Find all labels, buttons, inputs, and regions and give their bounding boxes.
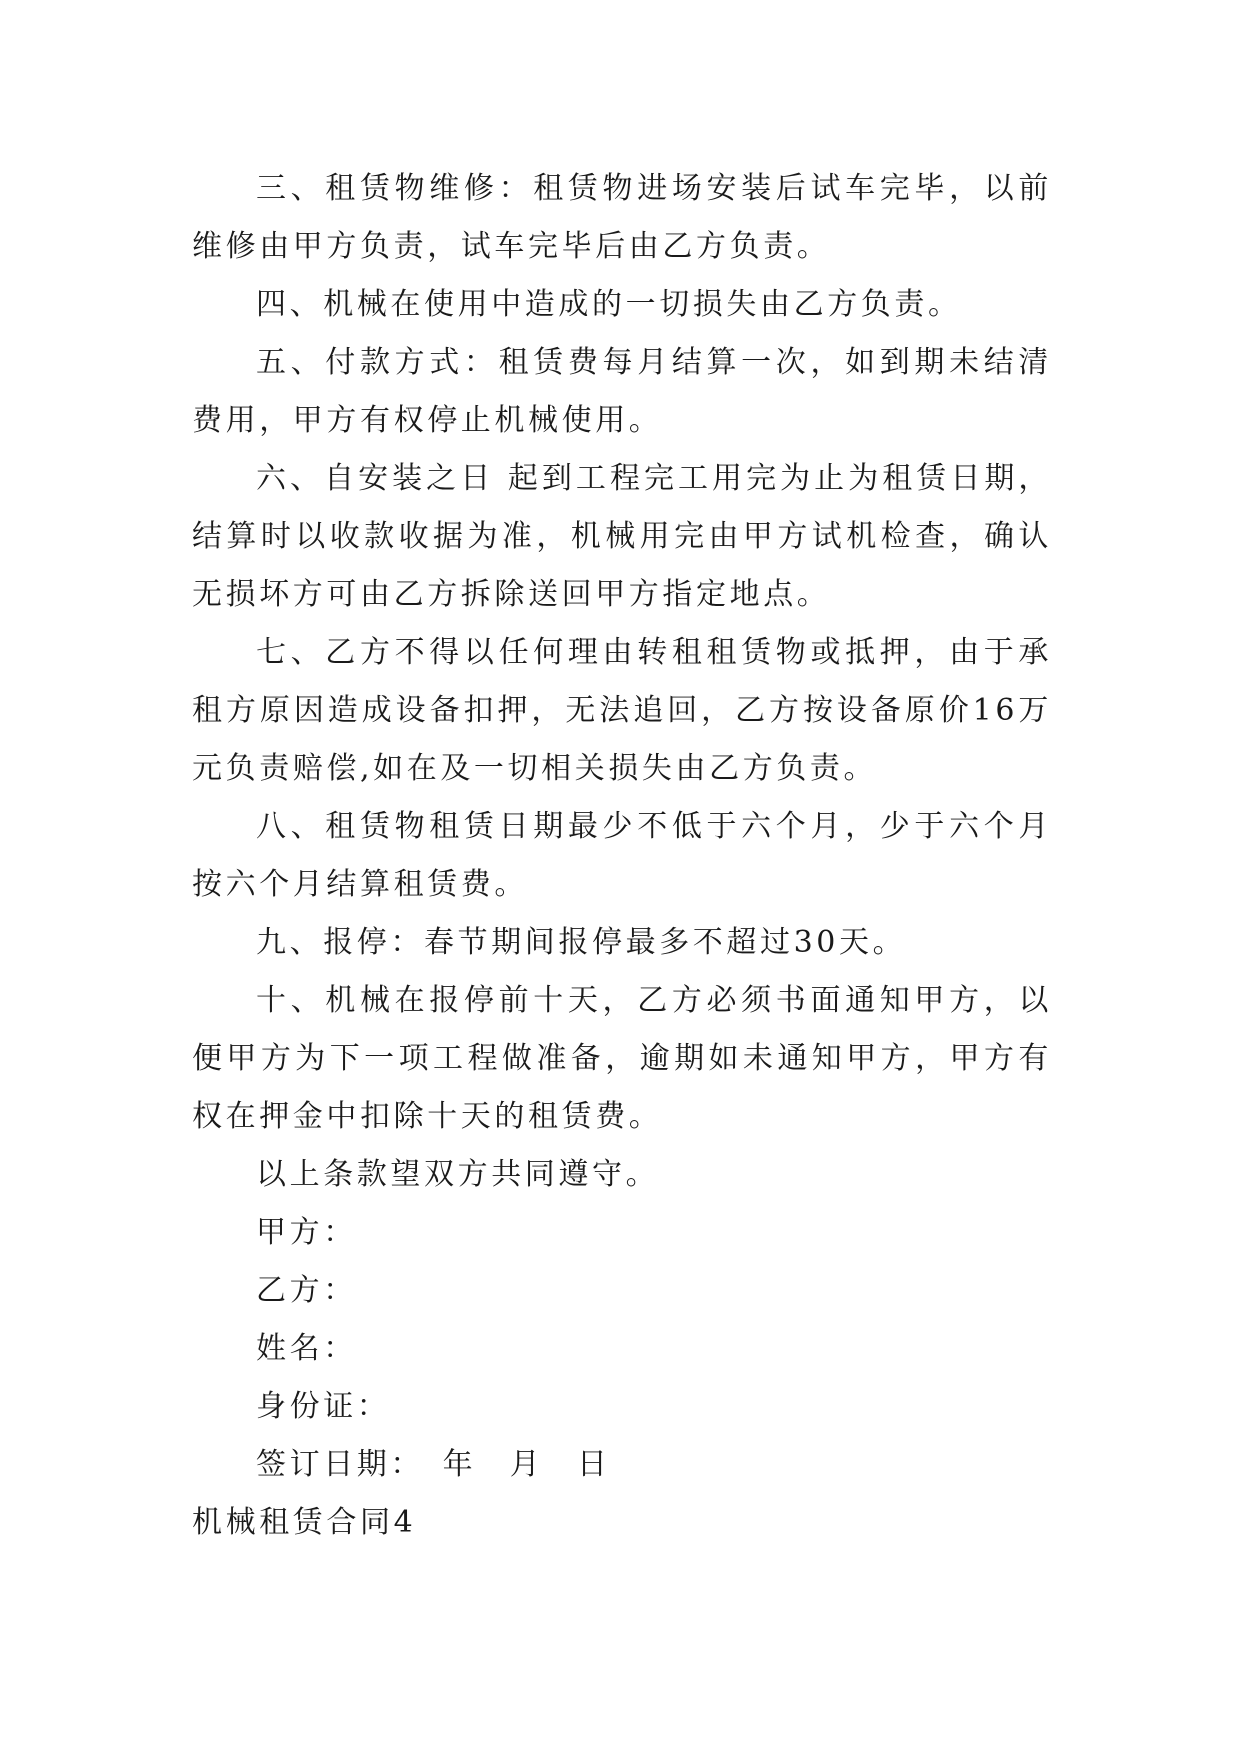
clause-8-minimum-term: 八、租赁物租赁日期最少不低于六个月，少于六个月按六个月结算租赁费。 [192, 809, 1052, 902]
signature-id-card: 身份证： [256, 1389, 391, 1424]
clause-6-rental-period: 六、自安装之日 起到工程完工用完为止为租赁日期，结算时以收款收据为准，机械用完由甲方试机检查，确认无损坏方可由乙方拆除送回甲方指定地点。 [192, 461, 1052, 612]
clause-4-loss-liability: 四、机械在使用中造成的一切损失由乙方负责。 [256, 287, 962, 322]
clause-3-maintenance: 三、租赁物维修：租赁物进场安装后试车完毕，以前维修由甲方负责，试车完毕后由乙方负责。 [192, 171, 1052, 264]
signature-party-b: 乙方： [256, 1273, 357, 1308]
signature-name: 姓名： [256, 1331, 357, 1366]
clause-5-payment: 五、付款方式：租赁费每月结算一次，如到期未结清费用，甲方有权停止机械使用。 [192, 345, 1052, 438]
closing-statement: 以上条款望双方共同遵守。 [256, 1157, 660, 1192]
clause-9-suspension: 九、报停：春节期间报停最多不超过30天。 [256, 925, 907, 960]
signature-date: 签订日期： 年 月 日 [256, 1447, 611, 1482]
clause-10-notice: 十、机械在报停前十天，乙方必须书面通知甲方，以便甲方为下一项工程做准备，逾期如未通知甲方，甲方有权在押金中扣除十天的租赁费。 [192, 983, 1052, 1134]
document-body [192, 160, 1052, 1552]
signature-party-a: 甲方： [256, 1215, 357, 1250]
next-contract-title: 机械租赁合同4 [192, 1505, 417, 1540]
clause-7-sublease: 七、乙方不得以任何理由转租租赁物或抵押，由于承租方原因造成设备扣押，无法追回，乙方按设备原价16万元负责赔偿,如在及一切相关损失由乙方负责。 [192, 635, 1052, 786]
